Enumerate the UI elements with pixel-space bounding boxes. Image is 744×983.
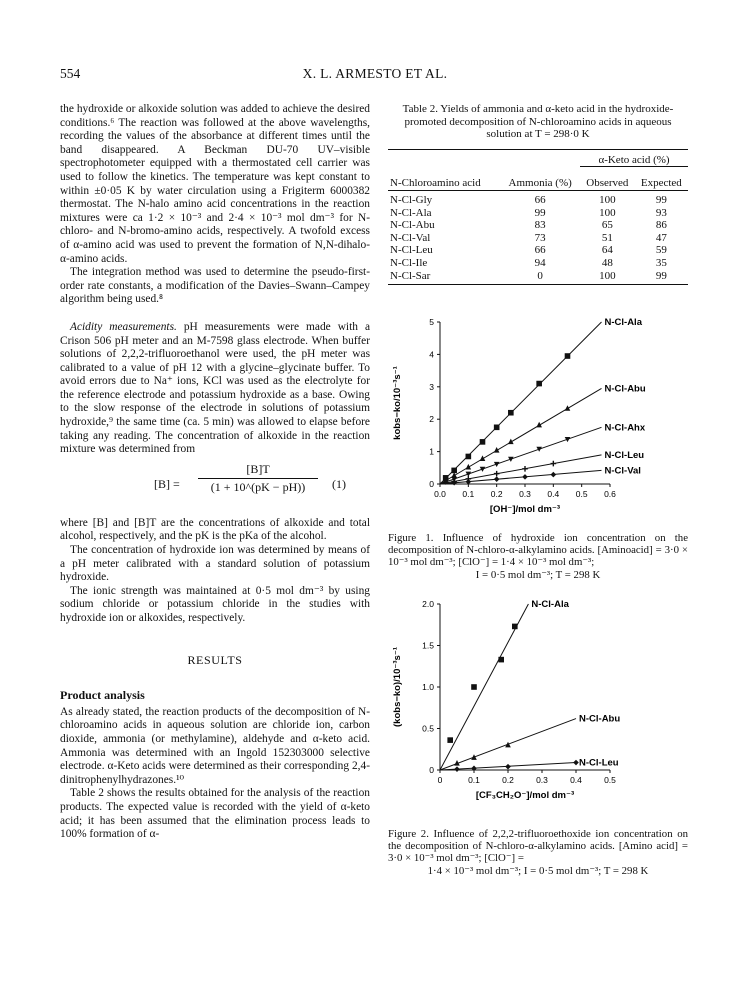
series-label: N-Cl-Val (604, 465, 641, 477)
paragraph-integration: The integration method was used to determine the pseudo-first-order rate constants, a modification of the Davies–Swann–Campey algorithm being used.⁸ (60, 266, 370, 306)
table-row (388, 270, 688, 283)
x-tick-label: 0.6 (604, 489, 616, 499)
data-point (471, 684, 477, 690)
series-label: N-Cl-Ala (531, 599, 569, 610)
y-tick-label: 4 (429, 349, 434, 360)
running-title: X. L. ARMESTO ET AL. (302, 66, 448, 81)
figure-1-caption-text: Figure 1. Influence of hydroxide ion concentration on the decomposition of N-chloro-α-alkylamino acids. [Aminoacid] = 3·0 × 10⁻³ mol dm⁻³; [ClO⁻] = 1·4 × 10⁻³ mol dm⁻³; (388, 532, 688, 569)
equation-numerator: [B]T (198, 463, 318, 480)
value-cell: 64 (601, 244, 613, 257)
data-point (551, 461, 557, 467)
x-tick-label: 0.1 (462, 489, 475, 499)
value-cell: 93 (655, 206, 667, 219)
x-tick-label: 0.3 (519, 489, 531, 499)
compound-cell: N-Cl-Val (390, 231, 431, 244)
x-tick-label: 0.0 (434, 489, 446, 499)
data-point (471, 754, 477, 760)
compound-cell: N-Cl-Ala (390, 206, 432, 219)
value-cell: 100 (599, 206, 616, 219)
data-point (536, 447, 542, 452)
data-point (522, 466, 528, 472)
value-cell: 100 (599, 269, 616, 282)
data-point (512, 624, 518, 630)
y-tick-label: 2 (429, 414, 434, 425)
data-point (551, 472, 557, 478)
data-point (466, 472, 472, 477)
compound-cell: N-Cl-Sar (390, 269, 431, 282)
value-cell: 48 (601, 256, 613, 269)
table-2 (388, 149, 688, 285)
value-cell: 73 (534, 231, 546, 244)
value-cell: 0 (537, 269, 543, 282)
value-cell: 86 (655, 219, 667, 232)
page-header (60, 66, 690, 84)
table-row (388, 244, 688, 257)
x-tick-label: 0.4 (570, 775, 582, 785)
acidity-text: pH measurements were made with a Crison 506 pH meter and an M-7598 glass electrode. When buffer solutions of 2,2,2-trifluoroethanol were used, the pH meter was calibrated to a value of pH 12 with a glycine–glycinate buffer. To avoid errors due to Na⁺ ions, KCl was used as the electrolyte for the reference electrode and potassium hydroxide as a base. Owing to the slow response of the electrode in solutions of potassium hydroxide,⁹ the same time (ca. 5 min) was allowed to elapse before taking any reading. The concentration of alkoxide in the reaction mixture was determined from (60, 320, 370, 456)
figure-2-caption-line2: 1·4 × 10⁻³ mol dm⁻³; I = 0·5 mol dm⁻³; T = 298 K (427, 864, 649, 877)
figure-1-chart (388, 312, 688, 516)
column-header: Expected (640, 177, 682, 190)
x-tick-label: 0.3 (536, 775, 548, 785)
y-tick-label: 5 (429, 317, 434, 327)
paragraph-hydroxide: The concentration of hydroxide ion was determined by means of a pH meter calibrated with a standard solution of potassium hydroxide. (60, 544, 370, 584)
data-point (508, 410, 514, 416)
x-tick-label: 0.5 (604, 775, 616, 785)
table-header-row (388, 177, 688, 190)
x-tick-label: 0 (437, 775, 443, 785)
data-point (522, 474, 528, 480)
y-tick-label: 1.5 (422, 640, 434, 651)
x-tick-label: 0.4 (547, 489, 560, 499)
paragraph-acidity (60, 321, 370, 457)
y-tick-label: 0 (429, 765, 434, 775)
equation-1 (60, 463, 370, 511)
paragraph-ionic: The ionic strength was maintained at 0·5 mol dm⁻³ by using sodium chloride or potassium chloride in the studies with hydroxide ion or alkoxides, respectively. (60, 584, 370, 624)
compound-cell: N-Cl-Gly (390, 193, 433, 206)
y-tick-label: 0.5 (422, 723, 434, 734)
value-cell: 94 (534, 256, 546, 269)
subsection-product-analysis: Product analysis (60, 688, 145, 703)
value-cell: 51 (601, 231, 613, 244)
data-point (505, 764, 511, 770)
y-tick-label: 2.0 (422, 599, 434, 609)
series-label: N-Cl-Abu (604, 383, 646, 395)
data-point (573, 760, 579, 766)
column-header: Observed (586, 177, 629, 190)
y-axis-label: (kobs−ko)/10⁻³s⁻¹ (392, 647, 403, 727)
value-cell: 66 (534, 244, 546, 257)
equation-number: (1) (332, 476, 346, 491)
x-tick-label: 0.5 (575, 489, 588, 499)
compound-cell: N-Cl-Leu (390, 244, 433, 257)
table-2-block (388, 103, 688, 285)
paragraph-table2: Table 2 shows the results obtained for the analysis of the reaction products. The expected value is recorded with the yield of α-keto acid; it has been assumed that the elimination process leads to 100% formation of α- (60, 787, 370, 841)
paragraph-method: the hydroxide or alkoxide solution was added to achieve the desired conditions.⁶ The reaction was followed at the above wavelengths, recording the values of the absorbance at different times until the band disappeared. A Beckman DU-70 UV–visible spectrophotometer equipped with a thermostated cell carrier was used to follow the kinetics. The temperature was kept constant to within ±0·05 K by water circulation using a Frigiterm 6000382 thermostat. The N-halo amino acid concentrations in the reaction mixtures were ca 1·2 × 10⁻³ and 2·4 × 10⁻³ mol dm⁻³ for N-chloro- and N-bromo-amino acids, respectively. A twofold excess of α-amino acid was used to prevent the formation of N,N-dihalo-α-amino acids. (60, 103, 370, 265)
value-cell: 65 (601, 219, 613, 232)
series-label: N-Cl-Ahx (604, 422, 646, 434)
series-line (440, 470, 602, 484)
column-header: Ammonia (%) (508, 177, 572, 190)
compound-cell: N-Cl-Abu (390, 219, 435, 232)
table-body (388, 194, 688, 282)
data-point (447, 737, 453, 743)
x-tick-label: 0.2 (490, 489, 503, 499)
y-tick-label: 1 (429, 446, 434, 457)
x-axis-label: [OH⁻]/mol dm⁻³ (489, 504, 561, 515)
data-point (466, 454, 472, 460)
paragraph-where: where [B] and [B]T are the concentrations of alkoxide and total alcohol, respectively, and the pK is the pKa of the alcohol. (60, 516, 370, 543)
equation-lhs: [B] = (154, 476, 180, 491)
table-row (388, 194, 688, 207)
table-row (388, 232, 688, 245)
x-axis-label: [CF₃CH₂O⁻]/mol dm⁻³ (475, 790, 575, 801)
figure-2 (388, 590, 688, 877)
paragraph-products: As already stated, the reaction products of the decomposition of N-chloroamino acids in aqueous solution are chloride ion, carbon dioxide, ammonia (or methylamine), aldehyde and α-keto acid. Ammonia was determined with an Ingold 152303000 selective electrode. α-Keto acids were determined as their corresponding 2,4-dinitrophenylhydrazones.¹⁰ (60, 705, 370, 786)
x-tick-label: 0.1 (468, 775, 480, 785)
value-cell: 100 (599, 193, 616, 206)
table-row (388, 207, 688, 220)
table-caption: Table 2. Yields of ammonia and α-keto acid in the hydroxide-promoted decomposition of N-chloroamino acids in aqueous solution at T = 298·0 K (402, 103, 674, 141)
equation-fraction (198, 463, 318, 495)
data-point (536, 381, 542, 387)
series-label: N-Cl-Abu (579, 713, 621, 725)
compound-cell: N-Cl-Ile (390, 256, 428, 269)
y-tick-label: 3 (429, 381, 434, 392)
figure-2-caption (388, 828, 688, 877)
data-point (494, 425, 500, 431)
x-tick-label: 0.2 (502, 775, 514, 785)
value-cell: 99 (655, 193, 667, 206)
data-point (565, 353, 571, 359)
data-point (494, 476, 500, 482)
y-tick-label: 0 (429, 479, 434, 489)
y-axis-label: kobs−ko/10⁻³s⁻¹ (392, 366, 403, 440)
value-cell: 99 (655, 269, 667, 282)
page-number: 554 (60, 66, 81, 81)
figure-1-caption (388, 532, 688, 581)
series-label: N-Cl-Leu (579, 757, 619, 769)
value-cell: 35 (655, 256, 667, 269)
value-cell: 59 (655, 244, 667, 257)
data-point (565, 405, 571, 411)
data-point (494, 471, 500, 477)
data-point (480, 439, 486, 445)
left-column (60, 103, 370, 842)
value-cell: 66 (534, 193, 546, 206)
value-cell: 83 (534, 219, 546, 232)
acidity-lead: Acidity measurements. (70, 320, 177, 333)
series-label: N-Cl-Leu (604, 449, 645, 461)
value-cell: 99 (534, 206, 546, 219)
column-header: N-Chloroamino acid (390, 177, 481, 190)
section-results: RESULTS (187, 652, 243, 667)
data-point (498, 657, 504, 663)
data-point (454, 766, 460, 772)
series-label: N-Cl-Ala (604, 317, 642, 328)
y-tick-label: 1.0 (422, 682, 434, 692)
table-row (388, 257, 688, 270)
figure-1-caption-line2: I = 0·5 mol dm⁻³; T = 298 K (475, 568, 601, 581)
table-row (388, 219, 688, 232)
table-group-header: α-Keto acid (%) (580, 154, 688, 167)
figure-1 (388, 312, 688, 581)
figure-2-chart (388, 590, 688, 804)
value-cell: 47 (655, 231, 667, 244)
equation-denominator: (1 + 10^(pK − pH)) (210, 480, 306, 495)
figure-2-caption-text: Figure 2. Influence of 2,2,2-trifluoroethoxide ion concentration on the decomposition of N-chloro-α-alkylamino acids. [Amino acid] = 3·0 × 10⁻³ mol dm⁻³; [ClO⁻] = (388, 828, 688, 865)
